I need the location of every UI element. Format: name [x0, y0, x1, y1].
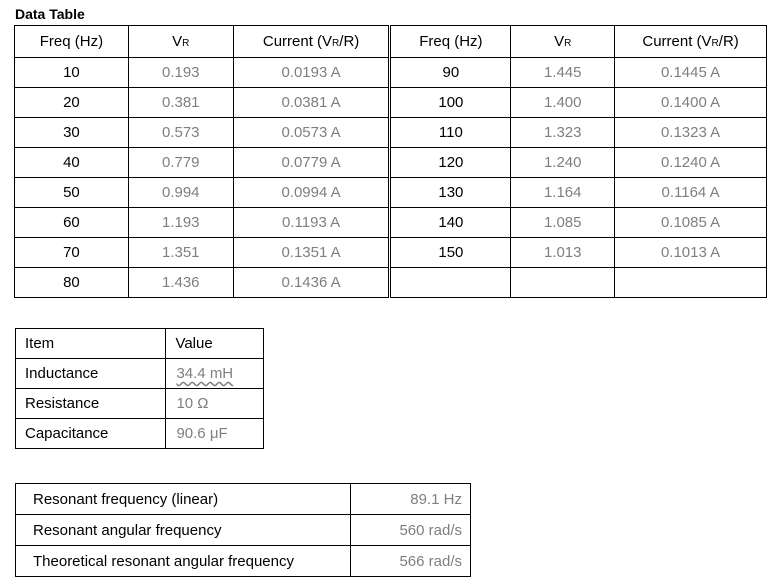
parameter-row	[16, 419, 264, 449]
current-cell: 0.1013 A	[615, 238, 767, 268]
voltage-cell: 1.445	[511, 58, 615, 88]
table-row	[15, 88, 767, 118]
table-row	[15, 268, 767, 298]
parameters-header-row	[16, 329, 264, 359]
freq-cell: 10	[15, 58, 129, 88]
freq-cell: 130	[390, 178, 511, 208]
resonance-row	[16, 515, 471, 546]
current-cell: 0.1240 A	[615, 148, 767, 178]
freq-cell: 30	[15, 118, 129, 148]
header-voltage-2: VR	[511, 26, 615, 58]
table-row	[15, 118, 767, 148]
parameter-name: Inductance	[16, 359, 166, 389]
voltage-cell: 1.323	[511, 118, 615, 148]
freq-cell: 100	[390, 88, 511, 118]
voltage-cell: 1.013	[511, 238, 615, 268]
table-row	[15, 208, 767, 238]
freq-cell: 120	[390, 148, 511, 178]
resonance-value: 89.1 Hz	[351, 484, 471, 515]
parameter-name: Resistance	[16, 389, 166, 419]
table-row	[15, 148, 767, 178]
voltage-cell: 1.164	[511, 178, 615, 208]
freq-cell: 140	[390, 208, 511, 238]
header-voltage: VR	[128, 26, 233, 58]
parameter-value: 34.4 mH	[166, 359, 264, 389]
current-cell: 0.1085 A	[615, 208, 767, 238]
resonance-value: 560 rad/s	[351, 515, 471, 546]
freq-cell: 80	[15, 268, 129, 298]
data-table	[14, 25, 767, 298]
resonance-label: Theoretical resonant angular frequency	[16, 546, 351, 577]
voltage-cell: 1.193	[128, 208, 233, 238]
voltage-cell: 1.351	[128, 238, 233, 268]
freq-cell: 110	[390, 118, 511, 148]
voltage-cell: 0.573	[128, 118, 233, 148]
current-cell: 0.0779 A	[233, 148, 390, 178]
page-title: Data Table	[15, 6, 85, 22]
parameters-table	[15, 328, 264, 449]
current-cell: 0.1351 A	[233, 238, 390, 268]
header-current-2: Current (VR/R)	[615, 26, 767, 58]
voltage-cell: 0.779	[128, 148, 233, 178]
freq-cell: 90	[390, 58, 511, 88]
freq-cell	[390, 268, 511, 298]
current-cell: 0.1193 A	[233, 208, 390, 238]
resonance-label: Resonant angular frequency	[16, 515, 351, 546]
header-current: Current (VR/R)	[233, 26, 390, 58]
current-cell: 0.1400 A	[615, 88, 767, 118]
freq-cell: 50	[15, 178, 129, 208]
current-cell: 0.1436 A	[233, 268, 390, 298]
header-item: Item	[16, 329, 166, 359]
table-row	[15, 178, 767, 208]
voltage-cell: 1.240	[511, 148, 615, 178]
parameter-row	[16, 359, 264, 389]
resonance-table	[15, 483, 471, 577]
voltage-cell: 1.400	[511, 88, 615, 118]
freq-cell: 60	[15, 208, 129, 238]
header-value: Value	[166, 329, 264, 359]
voltage-cell: 0.381	[128, 88, 233, 118]
current-cell: 0.0573 A	[233, 118, 390, 148]
voltage-cell: 0.994	[128, 178, 233, 208]
parameter-value: 90.6 μF	[166, 419, 264, 449]
voltage-cell: 0.193	[128, 58, 233, 88]
parameter-value: 10 Ω	[166, 389, 264, 419]
table-header-row	[15, 26, 767, 58]
current-cell: 0.0193 A	[233, 58, 390, 88]
freq-cell: 70	[15, 238, 129, 268]
voltage-cell	[511, 268, 615, 298]
table-row	[15, 238, 767, 268]
resonance-label: Resonant frequency (linear)	[16, 484, 351, 515]
resonance-row	[16, 546, 471, 577]
freq-cell: 150	[390, 238, 511, 268]
resonance-row	[16, 484, 471, 515]
parameter-row	[16, 389, 264, 419]
resonance-value: 566 rad/s	[351, 546, 471, 577]
current-cell: 0.0994 A	[233, 178, 390, 208]
freq-cell: 40	[15, 148, 129, 178]
table-row	[15, 58, 767, 88]
current-cell	[615, 268, 767, 298]
parameter-name: Capacitance	[16, 419, 166, 449]
current-cell: 0.1323 A	[615, 118, 767, 148]
header-freq: Freq (Hz)	[15, 26, 129, 58]
freq-cell: 20	[15, 88, 129, 118]
header-freq-2: Freq (Hz)	[390, 26, 511, 58]
current-cell: 0.1445 A	[615, 58, 767, 88]
voltage-cell: 1.085	[511, 208, 615, 238]
voltage-cell: 1.436	[128, 268, 233, 298]
current-cell: 0.1164 A	[615, 178, 767, 208]
current-cell: 0.0381 A	[233, 88, 390, 118]
